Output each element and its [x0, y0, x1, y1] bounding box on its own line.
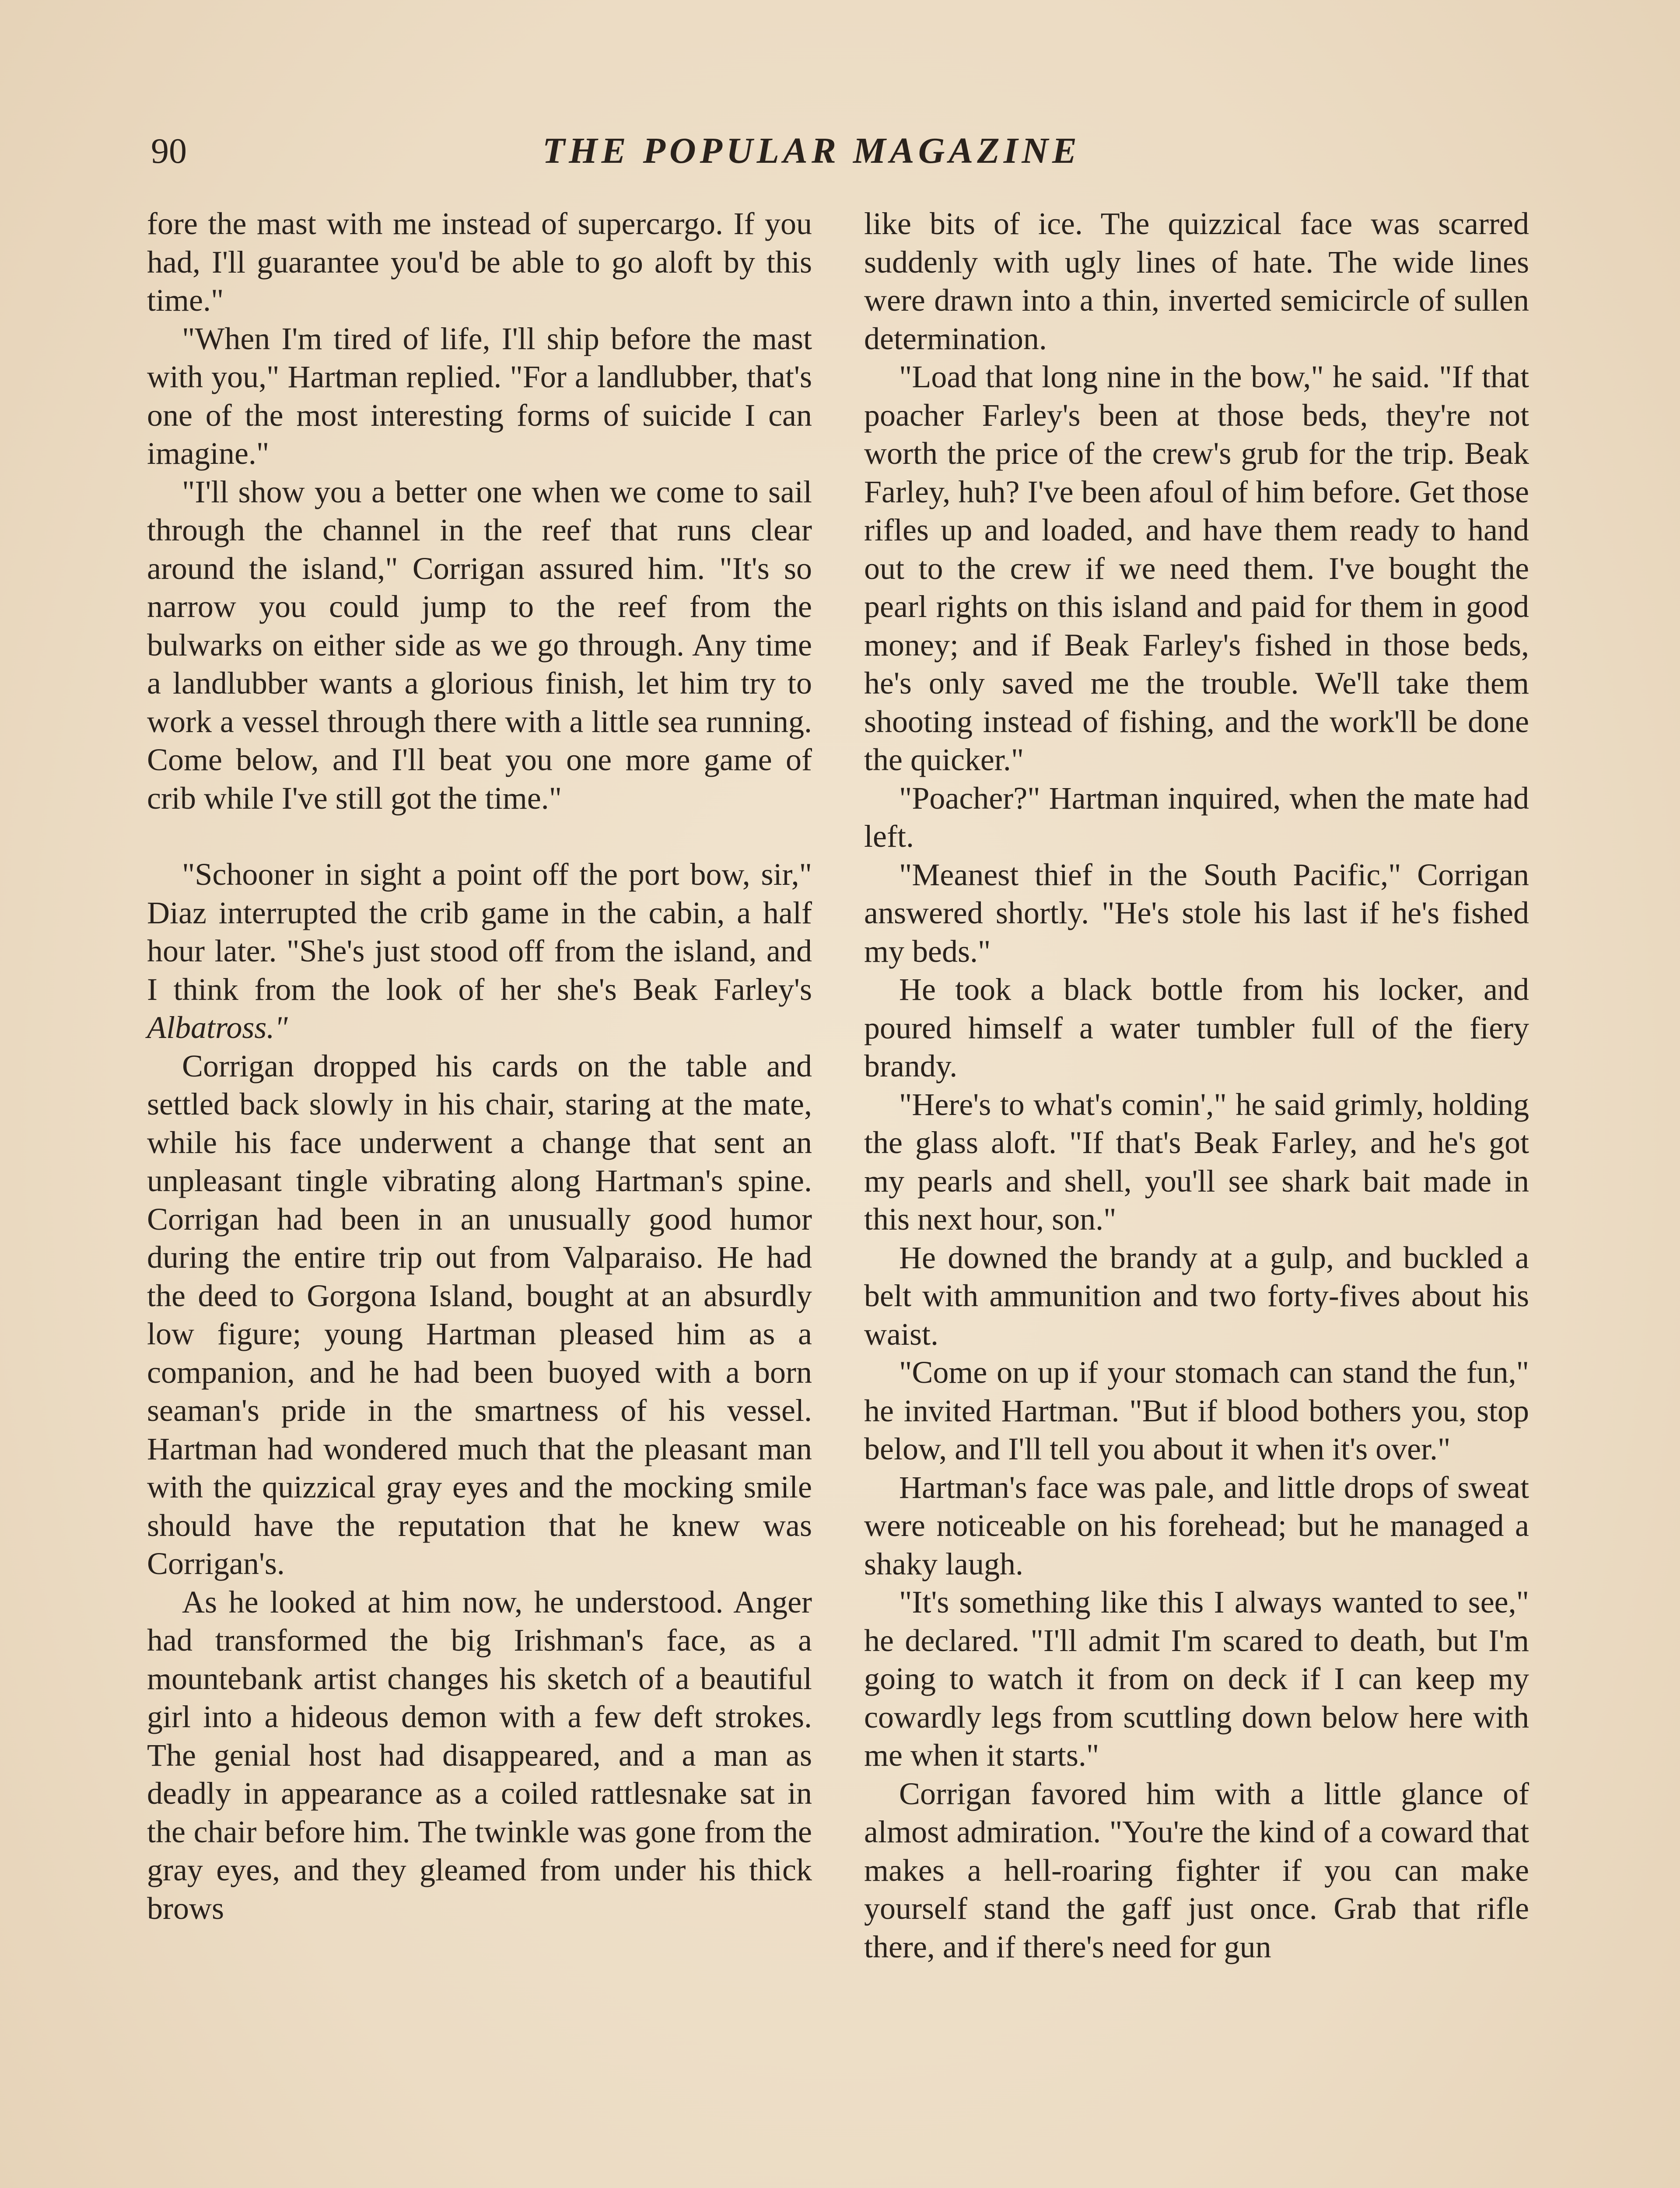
- page-header: [0, 127, 1680, 175]
- paragraph: "When I'm tired of life, I'll ship before the mast with you," Hartman replied. "For a landlubber, that's one of the most interesting forms of suicide I can imagine.": [147, 321, 812, 471]
- paragraph: Corrigan favored him with a little glance of almost admiration. "You're the kind of a coward that makes a hell-roaring fighter if you can make yourself stand the gaff just once. Grab that rifle there, and if there's need for gun: [864, 1776, 1529, 1964]
- paragraph: Corrigan dropped his cards on the table and settled back slowly in his chair, staring at the mate, while his face underwent a change that sent an unpleasant tingle vibrating along Hartman's spine. Corrigan had been in an unusually good humor during the entire trip out from Valparaiso. He had the deed to Gorgona Island, bought at an absurdly low figure; young Hartman pleased him as a companion, and he had been buoyed with a born seaman's pride in the smartness of his vessel. Hartman had wondered much that the pleasant man with the quizzical gray eyes and the mocking smile should have the reputation that he knew was Corrigan's.: [147, 1048, 812, 1581]
- paragraph: He downed the brandy at a gulp, and buckled a belt with ammunition and two forty-fives about his waist.: [864, 1240, 1529, 1352]
- paragraph: "It's something like this I always wanted to see," he declared. "I'll admit I'm scared to death, but I'm going to watch it from on deck if I can keep my cowardly legs from scuttling down below here with me when it starts.": [864, 1585, 1529, 1773]
- paragraph: "Load that long nine in the bow," he said. "If that poacher Farley's been at those beds, they're not worth the price of the crew's grub for the trip. Beak Farley, huh? I've been afoul of him before. Get those rifles up and loaded, and have them ready to hand out to the crew if we need them. I've bought the pearl rights on this island and paid for them in good money; and if Beak Farley's fished in those beds, he's only saved me the trouble. We'll take them shooting instead of fishing, and the work'll be done the quicker.": [864, 359, 1529, 777]
- paragraph: like bits of ice. The quizzical face was scarred suddenly with ugly lines of hate. The wide lines were drawn into a thin, inverted semicircle of sullen determination.: [864, 206, 1529, 356]
- paragraph: As he looked at him now, he understood. Anger had transformed the big Irishman's face, as a mountebank artist changes his sketch of a beautiful girl into a hideous demon with a few deft strokes. The genial host had disappeared, and a man as deadly in appearance as a coiled rattlesnake sat in the chair before him. The twinkle was gone from the gray eyes, and they gleamed from under his thick brows: [147, 1584, 812, 1926]
- paragraph: "Poacher?" Hartman inquired, when the mate had left.: [864, 780, 1529, 854]
- ship-name: Albatross.": [147, 1010, 288, 1045]
- paragraph: "Come on up if your stomach can stand the fun," he invited Hartman. "But if blood bothers you, stop below, and I'll tell you about it when it's over.": [864, 1355, 1529, 1466]
- paragraph: "Meanest thief in the South Pacific," Corrigan answered shortly. "He's stole his last if he's fished my beds.": [864, 857, 1529, 969]
- paragraph: Hartman's face was pale, and little drops of sweat were noticeable on his forehead; but he managed a shaky laugh.: [864, 1469, 1529, 1581]
- left-column: [147, 205, 812, 1928]
- paragraph: "I'll show you a better one when we come to sail through the channel in the reef that runs clear around the island," Corrigan assured him. "It's so narrow you could jump to the reef from the bulwarks on either side as we go through. Any time a landlubber wants a glorious finish, let him try to work a vessel through there with a little sea running. Come below, and I'll beat you one more game of crib while I've still got the time.": [147, 474, 812, 816]
- running-title: THE POPULAR MAGAZINE: [542, 130, 1081, 171]
- paragraph: He took a black bottle from his locker, and poured himself a water tumbler full of the fiery brandy.: [864, 972, 1529, 1083]
- paragraph: "Here's to what's comin'," he said grimly, holding the glass aloft. "If that's Beak Farley, and he's got my pearls and shell, you'll see shark bait made in this next hour, son.": [864, 1087, 1529, 1237]
- paragraph: [147, 856, 812, 1047]
- paragraph-text: "Schooner in sight a point off the port bow, sir," Diaz interrupted the crib game in the cabin, a half hour later. "She's just stood off from the island, and I think from the look of her she's Beak Farley's: [147, 857, 812, 1007]
- page-number: 90: [151, 131, 187, 171]
- right-column: [864, 205, 1529, 1966]
- paragraph: fore the mast with me instead of supercargo. If you had, I'll guarantee you'd be able to go aloft by this time.": [147, 206, 812, 318]
